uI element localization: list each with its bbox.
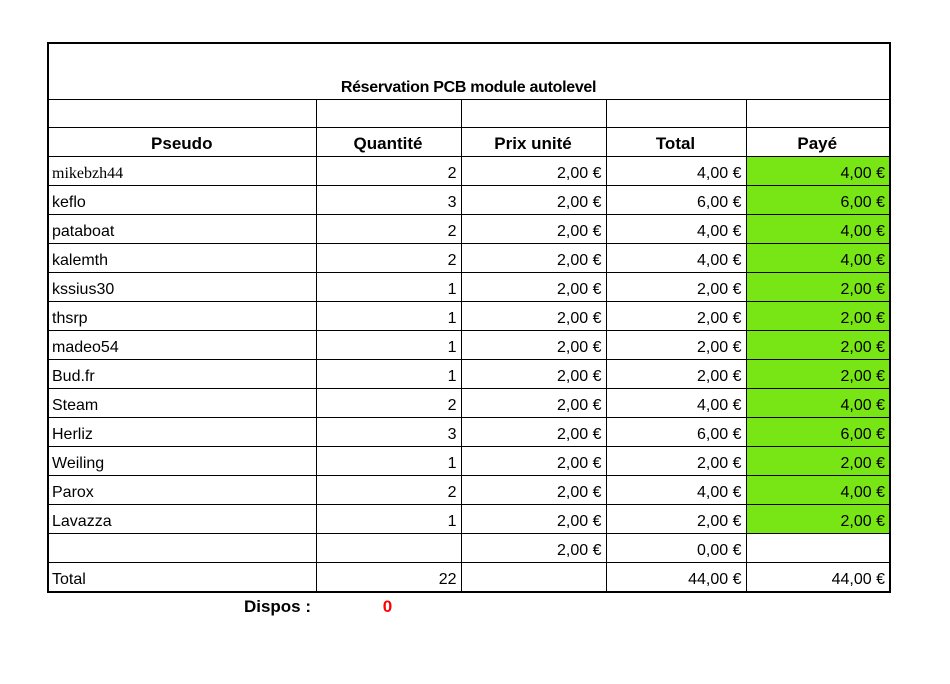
header-pseudo[interactable]: Pseudo <box>48 128 316 157</box>
cell-total[interactable]: 2,00 € <box>606 331 746 360</box>
cell-total[interactable]: 2,00 € <box>606 360 746 389</box>
table-row <box>48 418 890 447</box>
cell-paye[interactable]: 2,00 € <box>746 505 890 534</box>
cell-paye[interactable]: 2,00 € <box>746 447 890 476</box>
cell-prix-unite[interactable]: 2,00 € <box>461 389 606 418</box>
cell-prix-unite[interactable]: 2,00 € <box>461 505 606 534</box>
cell-quantite[interactable]: 2 <box>316 389 461 418</box>
spacer-cell[interactable] <box>461 100 606 128</box>
cell-prix-unite[interactable]: 2,00 € <box>461 534 606 563</box>
cell-paye[interactable]: 4,00 € <box>746 157 890 186</box>
cell-pseudo[interactable]: mikebzh44 <box>48 157 316 186</box>
cell-prix-unite[interactable]: 2,00 € <box>461 244 606 273</box>
table-row <box>48 447 890 476</box>
cell-paye[interactable]: 44,00 € <box>746 563 890 593</box>
table-row <box>48 157 890 186</box>
spacer-cell[interactable] <box>746 100 890 128</box>
cell-quantite[interactable]: 1 <box>316 505 461 534</box>
cell-prix-unite[interactable]: 2,00 € <box>461 157 606 186</box>
cell-quantite[interactable]: 3 <box>316 186 461 215</box>
cell-pseudo[interactable]: Total <box>48 563 316 593</box>
cell-prix-unite[interactable]: 2,00 € <box>461 302 606 331</box>
cell-pseudo[interactable]: Herliz <box>48 418 316 447</box>
table-row <box>48 244 890 273</box>
cell-quantite[interactable]: 1 <box>316 273 461 302</box>
cell-pseudo[interactable]: madeo54 <box>48 331 316 360</box>
cell-paye[interactable]: 4,00 € <box>746 476 890 505</box>
cell-pseudo[interactable]: Weiling <box>48 447 316 476</box>
spacer-cell[interactable] <box>48 100 316 128</box>
cell-paye[interactable]: 2,00 € <box>746 331 890 360</box>
cell-pseudo[interactable]: kalemth <box>48 244 316 273</box>
cell-prix-unite[interactable]: 2,00 € <box>461 360 606 389</box>
table-row <box>48 331 890 360</box>
dispos-label[interactable]: Dispos : <box>243 597 311 616</box>
table-title[interactable]: Réservation PCB module autolevel <box>48 43 890 100</box>
header-prix-unite[interactable]: Prix unité <box>461 128 606 157</box>
cell-quantite[interactable]: 2 <box>316 476 461 505</box>
cell-prix-unite[interactable]: 2,00 € <box>461 331 606 360</box>
dispos-row <box>47 597 889 621</box>
header-quantite[interactable]: Quantité <box>316 128 461 157</box>
cell-paye[interactable]: 2,00 € <box>746 360 890 389</box>
spacer-row <box>48 100 890 128</box>
cell-pseudo[interactable]: kssius30 <box>48 273 316 302</box>
cell-total[interactable]: 4,00 € <box>606 389 746 418</box>
reservation-table <box>47 42 891 593</box>
cell-quantite[interactable]: 2 <box>316 157 461 186</box>
table-row <box>48 215 890 244</box>
spacer-cell[interactable] <box>606 100 746 128</box>
cell-pseudo[interactable] <box>48 534 316 563</box>
cell-paye[interactable]: 4,00 € <box>746 215 890 244</box>
cell-prix-unite[interactable]: 2,00 € <box>461 186 606 215</box>
cell-pseudo[interactable]: pataboat <box>48 215 316 244</box>
cell-quantite[interactable]: 1 <box>316 447 461 476</box>
table-row <box>48 563 890 593</box>
table-row <box>48 476 890 505</box>
cell-quantite[interactable]: 22 <box>316 563 461 593</box>
cell-quantite[interactable]: 2 <box>316 215 461 244</box>
cell-total[interactable]: 2,00 € <box>606 302 746 331</box>
table-row <box>48 534 890 563</box>
cell-total[interactable]: 4,00 € <box>606 476 746 505</box>
dispos-value[interactable]: 0 <box>382 597 393 616</box>
cell-paye[interactable]: 2,00 € <box>746 273 890 302</box>
cell-prix-unite[interactable] <box>461 563 606 593</box>
table-row <box>48 505 890 534</box>
cell-prix-unite[interactable]: 2,00 € <box>461 476 606 505</box>
cell-total[interactable]: 4,00 € <box>606 244 746 273</box>
cell-prix-unite[interactable]: 2,00 € <box>461 273 606 302</box>
cell-paye[interactable]: 4,00 € <box>746 389 890 418</box>
title-row <box>48 43 890 100</box>
cell-paye[interactable]: 6,00 € <box>746 186 890 215</box>
cell-total[interactable]: 6,00 € <box>606 418 746 447</box>
cell-total[interactable]: 4,00 € <box>606 157 746 186</box>
cell-paye[interactable]: 6,00 € <box>746 418 890 447</box>
cell-total[interactable]: 2,00 € <box>606 505 746 534</box>
cell-pseudo[interactable]: thsrp <box>48 302 316 331</box>
cell-pseudo[interactable]: Parox <box>48 476 316 505</box>
cell-total[interactable]: 2,00 € <box>606 447 746 476</box>
cell-pseudo[interactable]: keflo <box>48 186 316 215</box>
cell-pseudo[interactable]: Steam <box>48 389 316 418</box>
cell-quantite[interactable]: 1 <box>316 302 461 331</box>
cell-quantite[interactable]: 2 <box>316 244 461 273</box>
table-row <box>48 360 890 389</box>
table-row <box>48 389 890 418</box>
header-total[interactable]: Total <box>606 128 746 157</box>
header-paye[interactable]: Payé <box>746 128 890 157</box>
cell-total[interactable]: 4,00 € <box>606 215 746 244</box>
cell-pseudo[interactable]: Lavazza <box>48 505 316 534</box>
cell-prix-unite[interactable]: 2,00 € <box>461 215 606 244</box>
cell-total[interactable]: 2,00 € <box>606 273 746 302</box>
cell-paye[interactable] <box>746 534 890 563</box>
cell-total[interactable]: 0,00 € <box>606 534 746 563</box>
cell-quantite[interactable]: 1 <box>316 331 461 360</box>
cell-paye[interactable]: 4,00 € <box>746 244 890 273</box>
cell-prix-unite[interactable]: 2,00 € <box>461 447 606 476</box>
cell-prix-unite[interactable]: 2,00 € <box>461 418 606 447</box>
cell-quantite[interactable]: 3 <box>316 418 461 447</box>
cell-quantite[interactable] <box>316 534 461 563</box>
cell-quantite[interactable]: 1 <box>316 360 461 389</box>
header-row <box>48 128 890 157</box>
spacer-cell[interactable] <box>316 100 461 128</box>
table-row <box>48 273 890 302</box>
cell-total[interactable]: 6,00 € <box>606 186 746 215</box>
cell-paye[interactable]: 2,00 € <box>746 302 890 331</box>
cell-total[interactable]: 44,00 € <box>606 563 746 593</box>
table-row <box>48 186 890 215</box>
table-row <box>48 302 890 331</box>
cell-pseudo[interactable]: Bud.fr <box>48 360 316 389</box>
